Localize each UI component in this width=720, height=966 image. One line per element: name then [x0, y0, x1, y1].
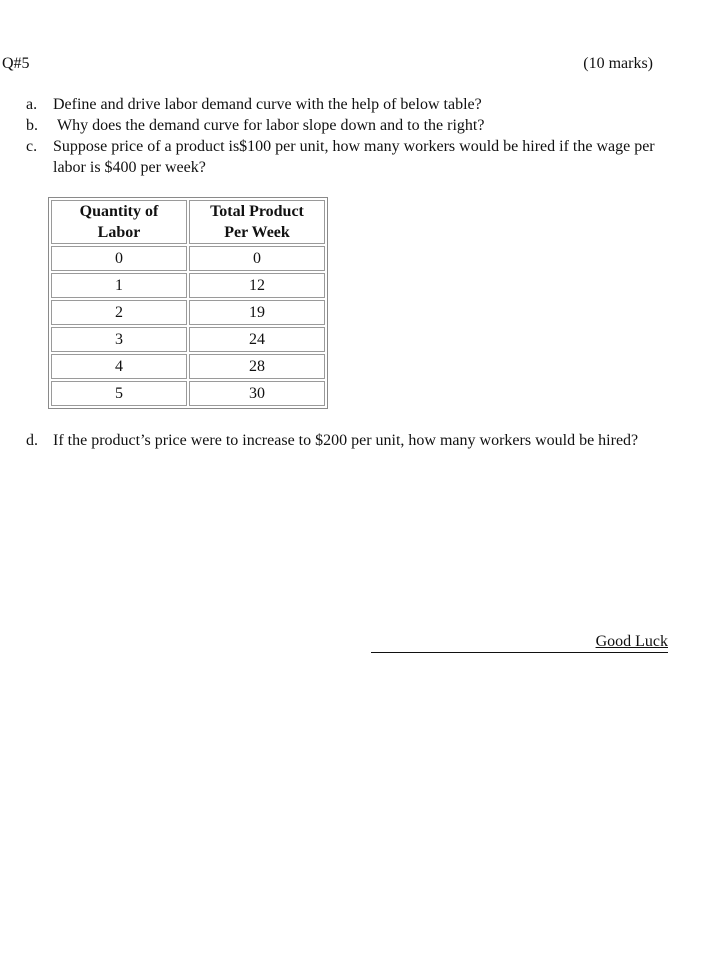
- question-list: [26, 94, 666, 178]
- question-label: d.: [26, 432, 38, 449]
- question-item-b: [26, 115, 666, 136]
- labor-product-table: [48, 197, 328, 409]
- question-text: Why does the demand curve for labor slope down and to the right?: [57, 117, 485, 134]
- question-item-d: [26, 430, 666, 451]
- table-row: [51, 381, 325, 406]
- table-row: [51, 327, 325, 352]
- cell-total-product: 28: [189, 354, 325, 379]
- cell-total-product: 30: [189, 381, 325, 406]
- table-row: [51, 300, 325, 325]
- column-header-quantity-of-labor: Quantity of Labor: [51, 200, 187, 244]
- cell-labor: 1: [51, 273, 187, 298]
- cell-labor: 5: [51, 381, 187, 406]
- question-label: c.: [26, 138, 38, 155]
- table-header-row: [51, 200, 325, 244]
- cell-total-product: 24: [189, 327, 325, 352]
- cell-total-product: 0: [189, 246, 325, 271]
- closing-text: Good Luck: [595, 633, 668, 650]
- table-row: [51, 273, 325, 298]
- cell-labor: 0: [51, 246, 187, 271]
- cell-labor: 2: [51, 300, 187, 325]
- question-item-c: [26, 136, 666, 178]
- question-text: Suppose price of a product is$100 per unit, how many workers would be hired if the wage per labor is $400 per week?: [53, 138, 655, 176]
- question-item-a: [26, 94, 666, 115]
- cell-total-product: 19: [189, 300, 325, 325]
- question-text: Define and drive labor demand curve with the help of below table?: [53, 96, 482, 113]
- signature-line: [371, 652, 668, 653]
- marks-label: (10 marks): [583, 55, 653, 72]
- question-label: a.: [26, 96, 38, 113]
- column-header-total-product: Total Product Per Week: [189, 200, 325, 244]
- question-number: Q#5: [2, 55, 30, 72]
- cell-labor: 4: [51, 354, 187, 379]
- table-row: [51, 354, 325, 379]
- question-text: If the product’s price were to increase to $200 per unit, how many workers would be hired?: [53, 432, 639, 449]
- cell-total-product: 12: [189, 273, 325, 298]
- table-row: [51, 246, 325, 271]
- question-label: b.: [26, 117, 38, 134]
- cell-labor: 3: [51, 327, 187, 352]
